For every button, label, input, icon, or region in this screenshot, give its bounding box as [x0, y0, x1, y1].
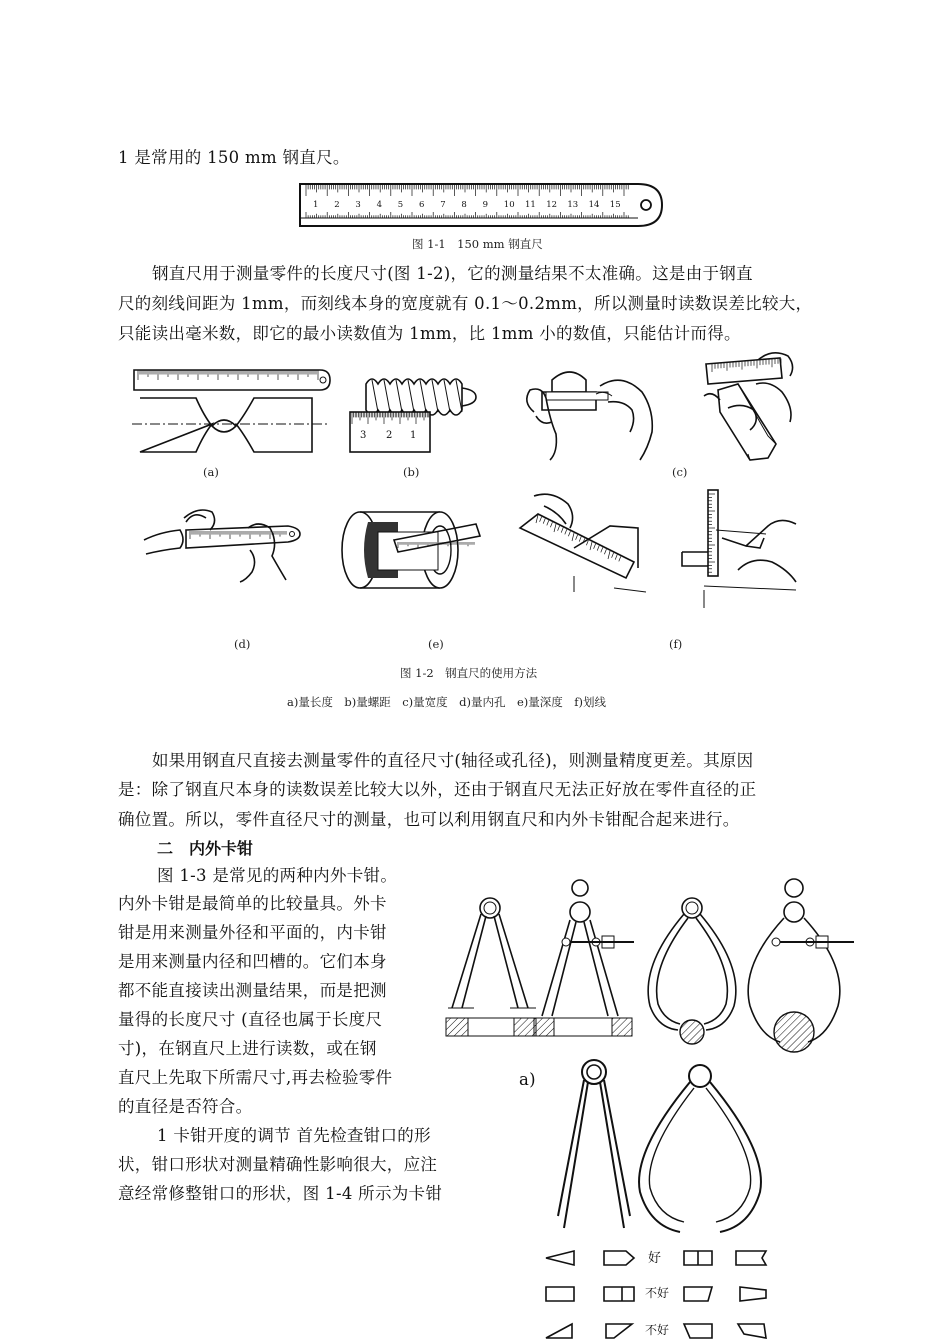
para3-line6: 量得的长度尺寸 (直径也属于长度尺	[118, 1010, 383, 1029]
figure-1-2a-length	[132, 368, 332, 458]
ruler-tick	[608, 551, 610, 559]
figure-1-2-label-d: (d)	[234, 637, 251, 651]
ruler-number: 3	[355, 200, 361, 210]
ruler-tick	[576, 535, 578, 540]
ruler-number: 10	[503, 200, 515, 210]
para1-line1: 钢直尺用于测量零件的长度尺寸(图 1-2)，它的测量结果不太准确。这是由于钢直	[152, 264, 753, 283]
ruler-number: 14	[588, 200, 600, 210]
figure-1-2c-width	[512, 362, 662, 462]
para4-line3: 意经常修整钳口的形状，图 1-4 所示为卡钳	[118, 1184, 443, 1203]
figure-1-2-label-f: (f)	[669, 637, 683, 651]
ruler-tick	[590, 542, 592, 550]
para3-line1: 图 1-3 是常见的两种内外卡钳。	[157, 866, 398, 885]
ruler-tick	[604, 549, 606, 554]
ruler-tick	[579, 537, 581, 542]
screw-ruler-num: 2	[386, 430, 393, 441]
ruler-number: 12	[546, 200, 558, 210]
intro-line: 1 是常用的 150 mm 钢直尺。	[118, 148, 350, 167]
ruler-number: 15	[609, 200, 621, 210]
ruler-tick	[547, 520, 549, 525]
para2-line1: 如果用钢直尺直接去测量零件的直径尺寸(轴径或孔径)，则测量精度更差。其原因	[152, 751, 754, 770]
ruler-tick	[554, 524, 556, 532]
ruler-tick	[568, 531, 570, 536]
screw-ruler-num: 1	[410, 430, 417, 441]
figure-1-2-label-c: (c)	[672, 465, 688, 479]
ruler-number: 5	[397, 200, 404, 210]
ruler-tick	[612, 553, 614, 558]
para3-line7: 寸)，在钢直尺上进行读数，或在钢	[118, 1039, 377, 1058]
ruler-number: 7	[440, 200, 446, 210]
ruler-number: 1	[313, 200, 319, 210]
ruler-tick	[550, 522, 552, 527]
para4-line2: 状，钳口形状对测量精确性影响很大，应注	[118, 1155, 438, 1174]
para2-line2: 是：除了钢直尺本身的读数误差比较大以外，还由于钢直尺无法正好放在零件直径的正	[118, 780, 757, 799]
figure-1-1-caption: 图 1-1 150 mm 钢直尺	[412, 237, 543, 251]
ruler-tick	[615, 555, 617, 560]
para3-line5: 都不能直接读出测量结果，而是把测	[118, 981, 387, 1000]
figure-1-2b-pitch	[348, 372, 482, 454]
figure-1-2-subcaption: a)量长度 b)量螺距 c)量宽度 d)量内孔 e)量深度 f)划线	[287, 695, 606, 709]
para1-line2: 尺的刻线间距为 1mm，而刻线本身的宽度就有 0.1～0.2mm，所以测量时读数误差比较大，	[118, 294, 813, 313]
figure-1-3-label-a: a)	[519, 1070, 536, 1089]
figure-1-2-label-b: (b)	[403, 465, 420, 479]
jaw-label-good: 好	[648, 1251, 662, 1266]
figure-1-2c-hex	[698, 350, 798, 462]
figure-1-4-caliper-jaws	[540, 1056, 780, 1240]
ruler-tick	[619, 556, 621, 561]
screw-ruler-num: 3	[360, 430, 367, 441]
para3-line2: 内外卡钳是最简单的比较量具。外卡	[118, 894, 387, 913]
figure-1-2e-depth	[338, 500, 488, 598]
jaw-label-bad-2: 不好	[645, 1323, 670, 1337]
ruler-tick	[594, 544, 596, 549]
ruler-tick	[597, 546, 599, 551]
ruler-tick	[561, 528, 563, 533]
para1-line3: 只能读出毫米数，即它的最小读数值为 1mm，比 1mm 小的数值，只能估计而得。	[118, 324, 741, 343]
para4-line1: 1 卡钳开度的调节 首先检查钳口的形	[157, 1126, 431, 1145]
ruler-number: 11	[525, 200, 536, 210]
jaw-label-bad-1: 不好	[645, 1286, 670, 1300]
para3-line9: 的直径是否符合。	[118, 1097, 253, 1116]
ruler-tick	[543, 519, 545, 524]
para2-line3: 确位置。所以，零件直径尺寸的测量，也可以利用钢直尺和内外卡钳配合起来进行。	[118, 810, 740, 829]
ruler-number: 9	[482, 200, 489, 210]
ruler-number: 13	[567, 200, 579, 210]
figure-1-2d-inner-hole	[140, 500, 304, 584]
ruler-number: 8	[461, 200, 467, 210]
ruler-number: 4	[376, 200, 383, 210]
ruler-tick	[540, 517, 542, 522]
figure-1-2-label-a: (a)	[203, 465, 219, 479]
para3-line8: 直尺上先取下所需尺寸,再去检验零件	[118, 1068, 393, 1087]
figure-1-1-ruler	[298, 182, 664, 228]
figure-1-2f-scribe	[676, 486, 806, 610]
figure-1-2-label-e: (e)	[428, 637, 444, 651]
section-heading: 二 内外卡钳	[157, 839, 254, 858]
ruler-tick	[565, 529, 567, 534]
ruler-number: 2	[334, 200, 340, 210]
para3-line3: 钳是用来测量外径和平面的，内卡钳	[118, 923, 387, 942]
figure-1-2-caption: 图 1-2 钢直尺的使用方法	[400, 666, 538, 680]
ruler-number: 6	[419, 200, 425, 210]
ruler-tick	[572, 533, 574, 541]
ruler-tick	[558, 526, 560, 531]
para3-line4: 是用来测量内径和凹槽的。它们本身	[118, 952, 387, 971]
figure-1-2e-square	[514, 488, 654, 592]
figure-1-3-calipers	[444, 876, 864, 1082]
ruler-tick	[601, 547, 603, 552]
